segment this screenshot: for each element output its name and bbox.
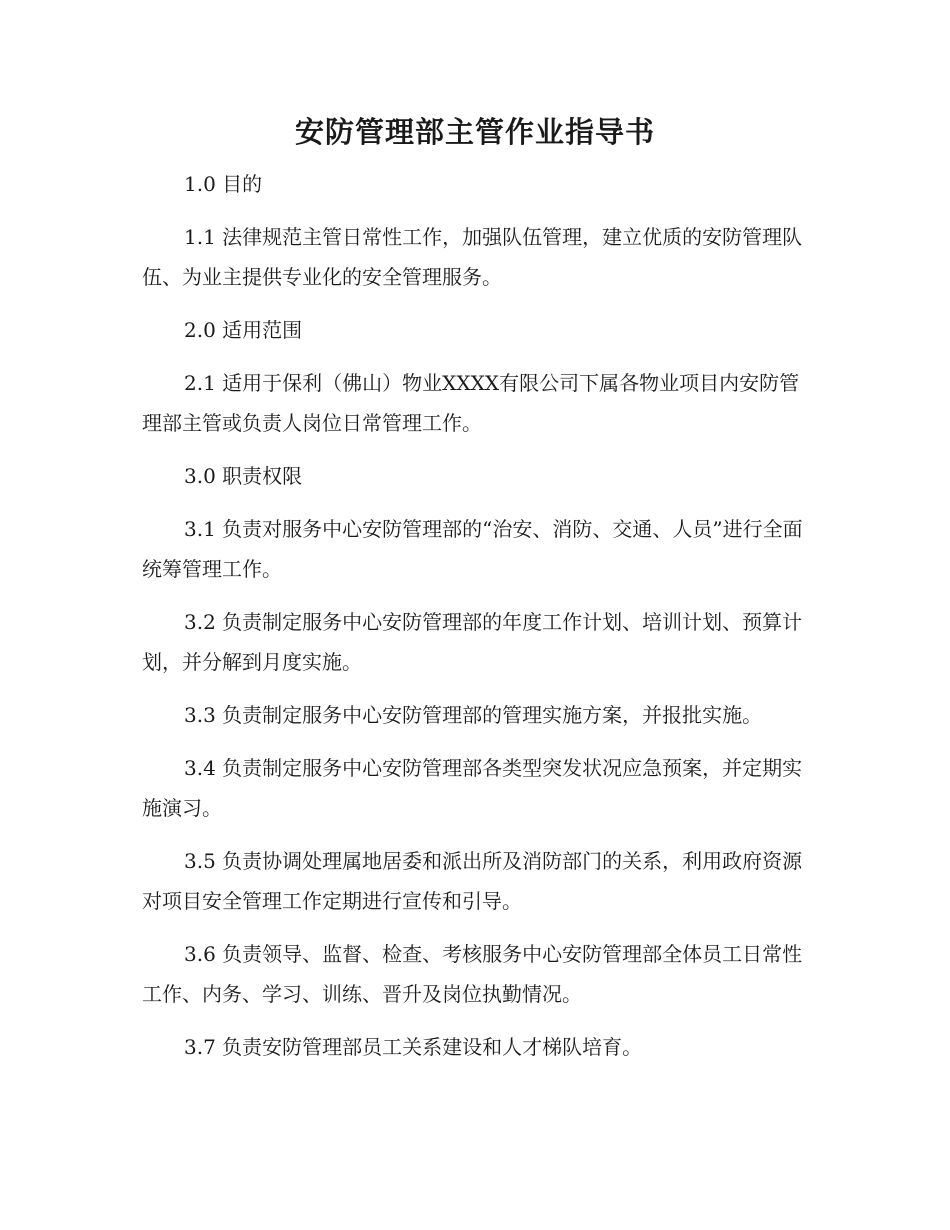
section-heading: 3.0 职责权限 — [184, 464, 303, 488]
paragraph: 3.5 负责协调处理属地居委和派出所及消防部门的关系，利用政府资源对项目安全管理工作定期进行宣传和引导。 — [142, 849, 803, 913]
paragraph: 3.7 负责安防管理部员工关系建设和人才梯队培育。 — [184, 1035, 643, 1059]
paragraph: 1.1 法律规范主管日常性工作，加强队伍管理，建立优质的安防管理队伍、为业主提供专业化的安全管理服务。 — [142, 225, 803, 289]
paragraph: 3.4 负责制定服务中心安防管理部各类型突发状况应急预案，并定期实施演习。 — [142, 756, 803, 820]
section-heading: 1.0 目的 — [184, 172, 263, 196]
section-heading: 2.0 适用范围 — [184, 318, 303, 342]
document-body — [142, 164, 810, 1067]
paragraph: 3.3 负责制定服务中心安防管理部的管理实施方案，并报批实施。 — [184, 703, 763, 727]
paragraph: 3.1 负责对服务中心安防管理部的“治安、消防、交通、人员”进行全面统筹管理工作。 — [142, 517, 803, 581]
paragraph: 2.1 适用于保利（佛山）物业XXXX有限公司下属各物业项目内安防管理部主管或负责人岗位日常管理工作。 — [142, 371, 800, 435]
paragraph: 3.6 负责领导、监督、检查、考核服务中心安防管理部全体员工日常性工作、内务、学习、训练、晋升及岗位执勤情况。 — [142, 942, 803, 1006]
document-title: 安防管理部主管作业指导书 — [294, 115, 655, 149]
paragraph: 3.2 负责制定服务中心安防管理部的年度工作计划、培训计划、预算计划，并分解到月度实施。 — [142, 610, 803, 674]
